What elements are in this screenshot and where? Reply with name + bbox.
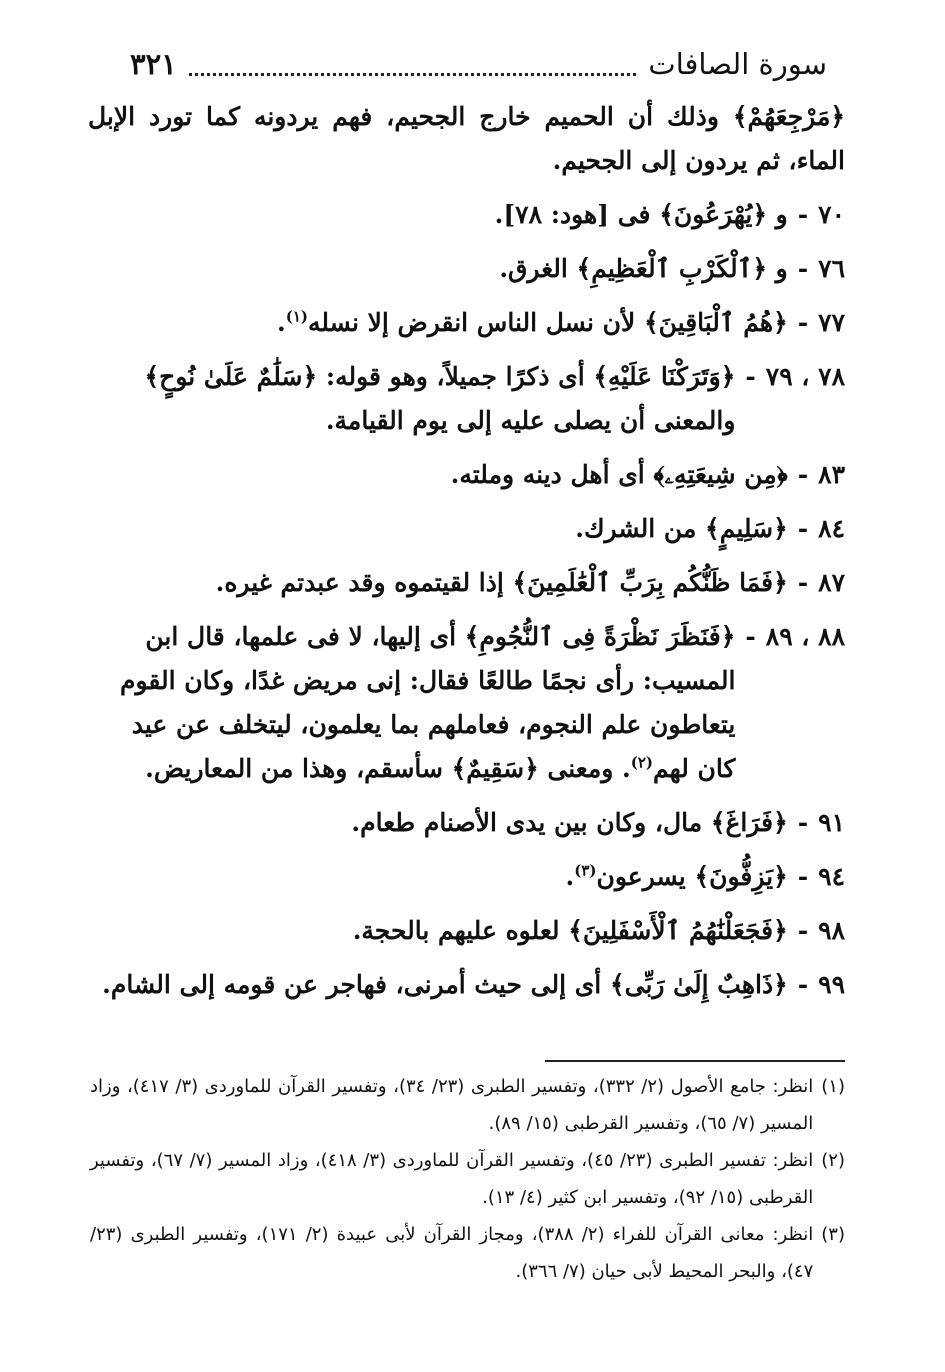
page-number: ٣٢١: [130, 47, 177, 81]
verse-gloss: ﴿سَلِيمٍ﴾ من الشرك.: [575, 514, 788, 543]
verse-number: ٩٨: [818, 916, 845, 945]
verse-gloss: [88, 301, 788, 345]
verse-entry: [88, 615, 845, 791]
verse-entry: [88, 301, 845, 345]
verse-gloss: ﴿مِن شِيعَتِهِۦ﴾ أى أهل دينه وملته.: [450, 460, 788, 489]
verse-number: ٧٦: [818, 254, 845, 283]
footnote-text: انظر: معانى القرآن للفراء (٢/ ٣٨٨)، ومجاز القرآن لأبى عبيدة (٢/ ١٧١)، وتفسير الطبرى (٢٣/ ٤٧)، والبحر المحيط لأبى حيان (٧/ ٣٦٦).: [90, 1224, 814, 1282]
verse-entry: [88, 355, 845, 443]
footnote-ref[interactable]: (١): [285, 307, 308, 326]
verse-number: ٧٧: [818, 308, 845, 337]
verse-number: ٩٩: [818, 970, 845, 999]
footnote-ref[interactable]: (٣): [574, 861, 597, 880]
verse-gloss: [88, 615, 735, 791]
entry-dash: -: [797, 862, 809, 891]
gloss-tail: .: [565, 862, 575, 891]
footnote: [90, 1216, 845, 1290]
intro-paragraph: [88, 95, 845, 183]
verse-gloss: ﴿فَجَعَلْنَٰهُمُ ٱلْأَسْفَلِينَ﴾ لعلوه عليهم بالحجة.: [352, 916, 788, 945]
verse-gloss: [88, 855, 788, 899]
footnote-text: انظر: جامع الأصول (٢/ ٣٣٢)، وتفسير الطبرى (٢٣/ ٣٤)، وتفسير القرآن للماوردى (٣/ ٤١٧)، وزاد المسير (٧/ ٦٥)، وتفسير القرطبى (١٥/ ٨٩).: [90, 1076, 814, 1134]
verse-number: ٨٧: [818, 568, 845, 597]
verse-gloss: و ﴿ٱلْكَرْبِ ٱلْعَظِيمِ﴾ الغرق.: [499, 254, 788, 283]
verse-number: ٨٣: [818, 460, 845, 489]
verse-number: ٨٨ ، ٨٩: [765, 622, 845, 651]
gloss-text: ﴿فَنَظَرَ نَظْرَةً فِى ٱلنُّجُومِ﴾ أى إليها، لا فى علمها، قال ابن المسيب: رأى نجمًا طالعًا فقال: إنى مريض غدًا، وكان القوم يتعاطون علم النجوم، فعاملهم بما يعلمون، ليتخلف عن عيد كان لهم: [119, 622, 736, 783]
verse-entry: [88, 561, 845, 605]
gloss-tail: .: [276, 308, 286, 337]
entry-dash: -: [797, 808, 809, 837]
intro-line-2: ثم يردون إلى الجحيم.: [552, 146, 780, 175]
verse-entry: [88, 801, 845, 845]
intro-line-1: ﴿مَرْجِعَهُمْ﴾ وذلك أن الحميم خارج الجحيم، فهم يردونه كما تورد الإبل الماء،: [88, 102, 845, 175]
verse-gloss: ﴿فَمَا ظَنُّكُم بِرَبِّ ٱلْعَٰلَمِينَ﴾ إذا لقيتموه وقد عبدتم غيره.: [215, 568, 788, 597]
footnote-number: (٣): [821, 1224, 845, 1245]
entry-dash: -: [797, 514, 809, 543]
verse-gloss: ﴿ذَاهِبٌ إِلَىٰ رَبِّى﴾ أى إلى حيث أمرنى، فهاجر عن قومه إلى الشام.: [102, 970, 788, 999]
page-header: [130, 40, 827, 88]
verse-number: ٨٤: [818, 514, 845, 543]
gloss-text: ﴿يَزِفُّونَ﴾ يسرعون: [596, 862, 788, 891]
footnote-number: (١): [821, 1076, 845, 1097]
footnote-divider: [545, 1060, 845, 1062]
entry-dash: -: [797, 460, 809, 489]
verse-entry: [88, 963, 845, 1007]
verse-entry: [88, 193, 845, 237]
verse-number: ٧٨ ، ٧٩: [765, 362, 845, 391]
entry-dash: -: [745, 362, 756, 391]
entry-dash: -: [797, 254, 809, 283]
entry-dash: -: [797, 200, 809, 229]
footnotes-section: [90, 1068, 845, 1290]
entry-dash: -: [797, 308, 809, 337]
verse-number: ٧٠: [818, 200, 845, 229]
verse-entry: [88, 909, 845, 953]
entry-dash: -: [797, 970, 809, 999]
footnote-number: (٢): [821, 1150, 845, 1171]
verse-entry: [88, 453, 845, 497]
header-dotted-leader: [189, 69, 637, 76]
verse-gloss: و ﴿يُهْرَعُونَ﴾ فى [هود: ٧٨].: [494, 200, 788, 229]
verse-entry: [88, 855, 845, 899]
gloss-tail: . ومعنى ﴿سَقِيمٌ﴾ سأسقم، وهذا من المعاريض.: [145, 754, 631, 783]
verse-entry: [88, 247, 845, 291]
verse-gloss: ﴿فَرَاغَ﴾ مال، وكان بين يدى الأصنام طعام.: [351, 808, 788, 837]
footnote-text: انظر: تفسير الطبرى (٢٣/ ٤٥)، وتفسير القرآن للماوردى (٣/ ٤١٨)، وزاد المسير (٧/ ٦٧)، وتفسير القرطبى (١٥/ ٩٢)، وتفسير ابن كثير (٤/ ١٣).: [90, 1150, 814, 1208]
entry-dash: -: [797, 568, 809, 597]
verse-entry: [88, 507, 845, 551]
verse-gloss: ﴿وَتَرَكْنَا عَلَيْهِ﴾ أى ذكرًا جميلاً، وهو قوله: ﴿سَلَٰمٌ عَلَىٰ نُوحٍ﴾ والمعنى أن يصلى عليه إلى يوم القيامة.: [144, 362, 736, 435]
footnote: [90, 1142, 845, 1216]
footnote-ref[interactable]: (٢): [630, 753, 654, 772]
surah-title: سورة الصافات: [648, 47, 827, 81]
verse-number: ٩١: [818, 808, 845, 837]
commentary-body: [88, 95, 845, 1007]
entry-dash: -: [745, 622, 756, 651]
gloss-text: ﴿هُمُ ٱلْبَاقِينَ﴾ لأن نسل الناس انقرض إلا نسله: [307, 308, 788, 337]
footnote: [90, 1068, 845, 1142]
verse-number: ٩٤: [818, 862, 845, 891]
entry-dash: -: [797, 916, 809, 945]
